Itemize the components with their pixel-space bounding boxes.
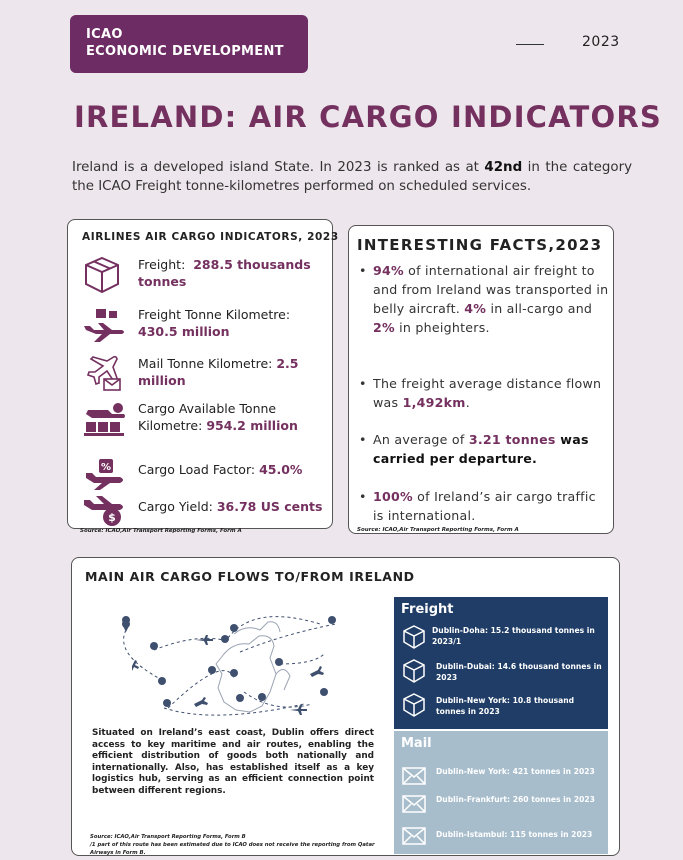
header-divider [516,44,544,45]
freight-panel: Freight Dublin-Doha: 15.2 thousand tonnes in 2023/1 Dublin-Dubai: 14.6 thousand tonnes in 2023 Dublin-New York: 10.8 thousand tonnes in 2023 [394,597,608,729]
rank-value: 42nd [484,160,523,175]
indicators-card: AIRLINES AIR CARGO INDICATORS, 2023 Freight: 288.5 thousands tonnes Freight Tonne Kilometre: 430.5 million Mail Tonne Kilometre: 2.5 million Cargo Available Tonne Kilometre: 954.2 million % Cargo Load Factor: 45.0% $ Cargo Yield: 36.78 US cents Source: ICAO,Air Transport Reporting Forms, Form A [67,219,333,529]
box-icon [402,625,426,649]
flows-heading: MAIN AIR CARGO FLOWS TO/FROM IRELAND [85,569,415,584]
load-factor-icon [82,453,126,491]
cargo-capacity-icon [82,400,126,438]
route-lines [124,617,336,716]
box-icon [402,693,426,717]
box-icon [82,256,126,294]
box-icon [402,659,426,683]
fact-belly-freight: • 94% of international air freight to and from Ireland was transported in belly aircraft. 4% in all-cargo and 2% in pheighters. [359,263,609,335]
facts-source: Source: ICAO,Air Transport Reporting Forms, Form A [357,527,519,533]
mail-plane-icon [82,355,126,393]
envelope-icon [402,827,426,845]
flows-card [71,557,620,856]
mail-title: Mail [401,736,432,751]
facts-heading: INTERESTING FACTS,2023 [357,236,603,254]
flows-source: Source: ICAO,Air Transport Reporting Forms, Form B /1 part of this route has been estimated due to ICAO does not receive the reporting from Qatar Airways in Form B. [90,834,375,856]
svg-text:$: $ [108,511,116,524]
indicators-source: Source: ICAO,Air Transport Reporting Forms, Form A [80,528,242,534]
envelope-icon [402,795,426,813]
flows-paragraph: Situated on Ireland’s east coast, Dublin offers direct access to key maritime and air routes, enabling the efficient distribution of goods both nationally and internationally. Also, has established itself as a key logistics hub, serving as an efficient connection point between different regions. [92,728,374,796]
org-department: ECONOMIC DEVELOPMENT [86,44,284,59]
location-pins [122,616,336,707]
ireland-outline [216,622,290,712]
freight-plane-icon [82,306,126,344]
org-banner [70,15,308,73]
fact-international: • 100% of Ireland’s air cargo traffic is international. [359,489,596,523]
fact-distance: • The freight average distance flown was 1,492km. [359,376,602,410]
fact-per-departure: • An average of 3.21 tonnes was carried per departure. [359,432,589,466]
indicators-heading: AIRLINES AIR CARGO INDICATORS, 2023 [82,231,339,243]
mail-panel: Mail Dublin-New York: 421 tonnes in 2023 Dublin-Frankfurt: 260 tonnes in 2023 Dublin-Istambul: 115 tonnes in 2023 [394,731,608,854]
envelope-icon [402,767,426,785]
intro-paragraph: Ireland is a developed island State. In 2023 is ranked as at 42nd in the category the ICAO Freight tonne-kilometres performed on scheduled services. [72,160,632,194]
report-year: 2023 [582,34,620,50]
freight-title: Freight [401,602,454,617]
org-name: ICAO [86,27,123,42]
svg-text:%: % [100,462,112,473]
yield-icon [82,490,126,528]
page-title: IRELAND: AIR CARGO INDICATORS [74,100,663,134]
facts-card [348,225,614,534]
